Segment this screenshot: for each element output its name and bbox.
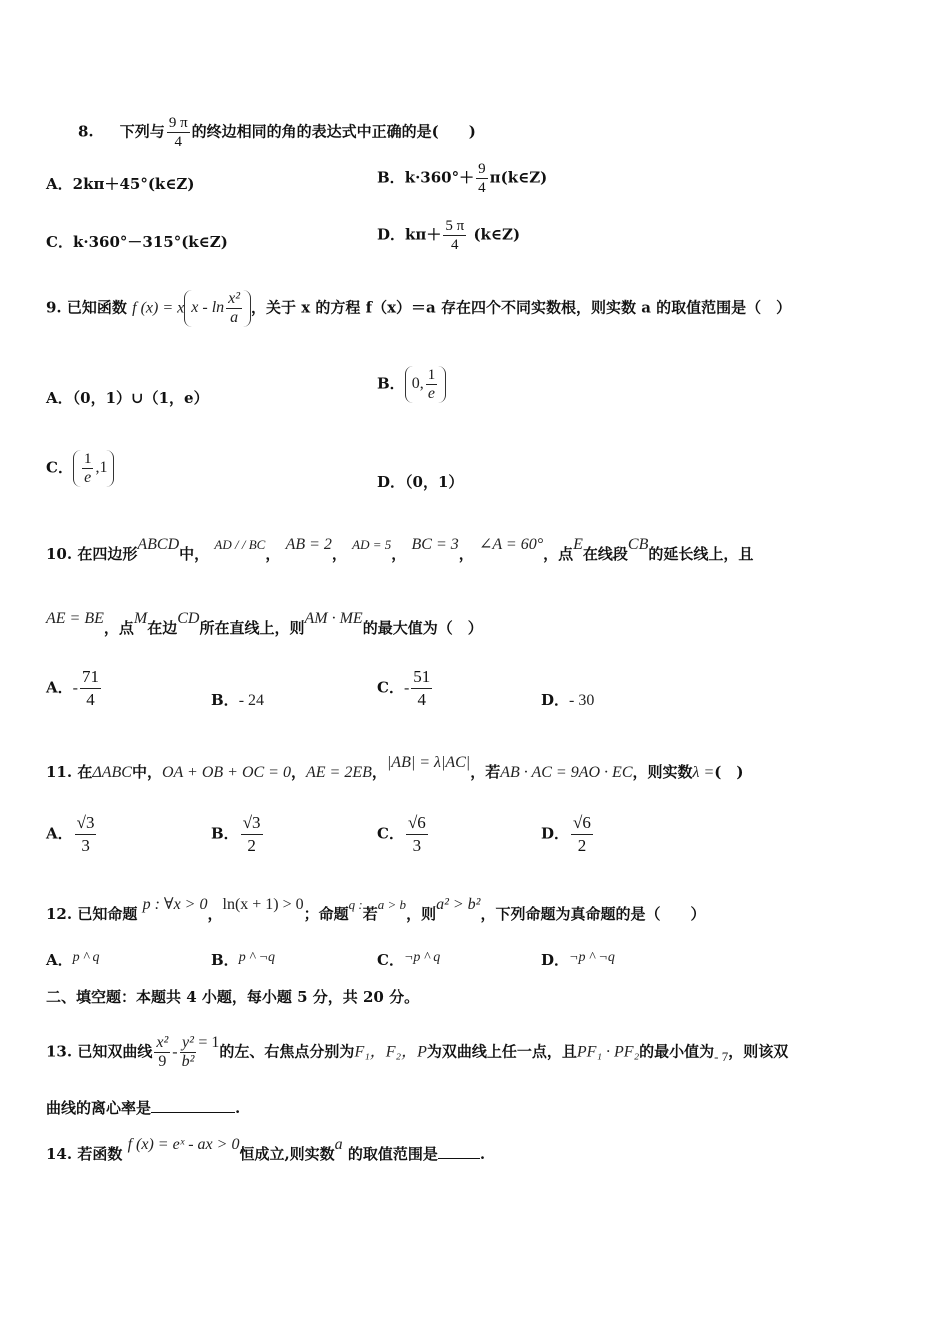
q10-option-c: C．- $\frac{51}{4}$ xyxy=(377,667,431,709)
q14-answer-blank[interactable] xyxy=(438,1158,480,1159)
q10-option-b: B．- 24 xyxy=(211,691,265,709)
q9-option-b: B． 0, $\frac{1}{e}$ xyxy=(377,366,446,403)
q9-option-c: C． $\frac{1}{e}$ ,1 xyxy=(46,450,114,487)
q8-d-fraction: $\frac{5 \pi}{4}$ xyxy=(445,218,465,253)
q8-option-c: C．k·360°－315°(k∈Z) xyxy=(46,233,228,251)
question-12: 12. 已知命题 p : ∀x > 0，ln(x + 1) > 0；命题q :若a > b，则a² > b²，下列命题为真命题的是（ ） xyxy=(46,896,706,923)
q9-text-post: ，关于 x 的方程 f（x）＝a 存在四个不同实数根，则实数 a 的取值范围是（ ） xyxy=(251,298,792,317)
question-9 xyxy=(46,290,791,327)
q11-option-d: D． $\frac{√6}{2}$ xyxy=(541,813,591,855)
question-10-line-2: AE = BE，点M在边CD所在直线上，则AM · ME的最大值为（ ） xyxy=(46,610,483,637)
q9-function-paren: x - ln $\frac{\text{x²}}{a}$ xyxy=(184,290,251,327)
question-11: 11. 在ΔABC中，OA + OB + OC = 0，AE = 2EB，|AB| = λ|AC|，若AB · AC = 9AO · EC，则实数λ =( ) xyxy=(46,754,744,781)
q11-option-a: A． $\frac{√3}{3}$ xyxy=(46,813,95,855)
question-13-line-2: 曲线的离心率是 . xyxy=(46,1099,241,1117)
q8-option-d: D．kπ＋ $\frac{5 \pi}{4}$ (k∈Z) xyxy=(377,218,521,253)
q8-text-pre: 下列与 xyxy=(119,122,165,141)
q8-b-fraction: $\frac{9}{4}$ xyxy=(478,161,486,196)
q8-fraction: $\frac{9 \pi}{4}$ xyxy=(168,115,188,150)
question-10: 10. 在四边形ABCD中， AD / / BC， AB = 2， AD = 5， BC = 3， ∠A = 60°，点E在线段CB的延长线上，且 xyxy=(46,536,754,563)
section-2-heading: 二、填空题：本题共 4 小题，每小题 5 分，共 20 分。 xyxy=(46,988,420,1006)
q13-answer-blank[interactable] xyxy=(151,1112,235,1113)
q8-option-b: B．k·360°＋ $\frac{9}{4}$ π(k∈Z) xyxy=(377,161,548,196)
q12-option-c: C．¬p ^ q xyxy=(377,950,441,969)
q9-number: 9. xyxy=(46,298,62,317)
q11-option-c: C． $\frac{√6}{3}$ xyxy=(377,813,426,855)
q9-function-lhs: f (x) = x xyxy=(132,299,185,317)
q11-option-b: B． $\frac{√3}{2}$ xyxy=(211,813,261,855)
q8-option-a: A．2kπ＋45°(k∈Z) xyxy=(46,175,195,193)
q9-text-pre: 已知函数 xyxy=(66,298,127,317)
q8-text-post: 的终边相同的角的表达式中正确的是( ) xyxy=(191,122,476,141)
q8-number: 8. xyxy=(78,122,94,141)
q10-option-a: A．- $\frac{71}{4}$ xyxy=(46,667,99,709)
q12-option-a: A．p ^ q xyxy=(46,950,100,969)
q9-option-a: A．（0，1）∪（1，e） xyxy=(46,389,209,407)
q10-quadrilateral: ABCD xyxy=(137,536,180,553)
q10-option-d: D．- 30 xyxy=(541,691,595,709)
q12-option-b: B．p ^ ¬q xyxy=(211,950,276,969)
question-14: 14. 若函数 f (x) = eˣ - ax > 0恒成立,则实数a 的取值范围是 . xyxy=(46,1136,486,1163)
q9-option-d: D．（0，1） xyxy=(377,473,464,491)
question-8 xyxy=(78,114,476,151)
question-13: 13. 已知双曲线 $\frac{\text{x²}}{9}$ - $\frac{\text{y²}}{\text{b²}}$ = 1的左、右焦点分别为F₁，F₂，P为双曲线上任一点，且PF₁ · PF₂的最小值为- 7，则该双 xyxy=(46,1033,789,1070)
q12-option-d: D．¬p ^ ¬q xyxy=(541,950,615,969)
